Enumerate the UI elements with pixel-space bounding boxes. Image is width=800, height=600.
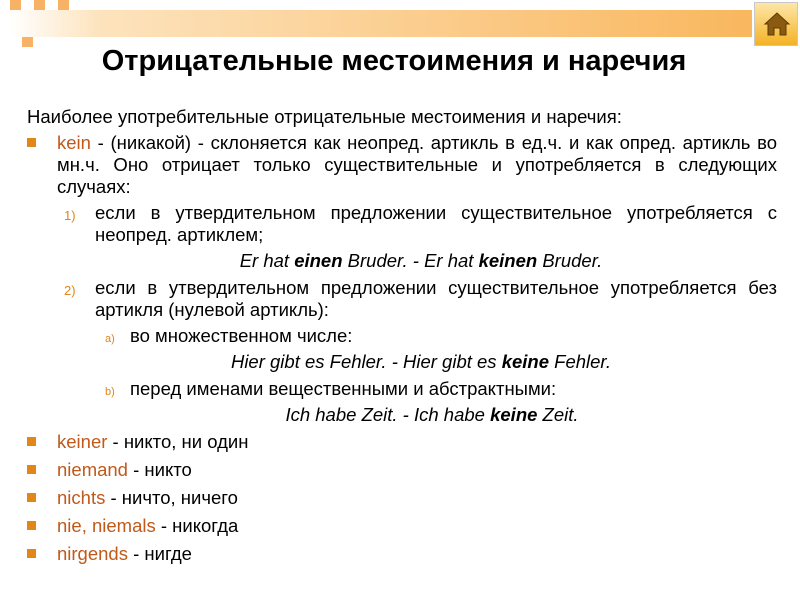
keyword: niemand xyxy=(57,459,128,480)
case-text: если в утвердительном предложении существительное употребляется с неопред. артиклем; xyxy=(95,202,777,245)
example-3 xyxy=(25,404,777,426)
example-part: Bruder. - Er hat xyxy=(342,250,479,271)
keyword: keiner xyxy=(57,431,108,452)
example-part: Hier gibt es Fehler. - Hier gibt es xyxy=(230,351,502,372)
page-title: Отрицательные местоимения и наречия xyxy=(101,45,687,77)
intro-text: Наиболее употребительные отрицательные местоимения и наречия: xyxy=(27,106,622,127)
item-text: - никто xyxy=(127,459,192,480)
slide-content xyxy=(25,106,777,571)
number-marker: 1) xyxy=(64,208,76,223)
keyword: kein xyxy=(57,132,91,153)
sub-case-text: перед именами вещественными и абстрактными: xyxy=(130,378,557,399)
list-item-nirgends xyxy=(25,543,777,565)
item-text: - нигде xyxy=(127,543,192,564)
example-2 xyxy=(25,351,777,373)
case-2 xyxy=(25,277,777,321)
item-text: - (никакой) - склоняется как неопред. артикль в ед.ч. и как опред. артикль во мн.ч. Оно отрицает только существительные и употребляется в следующих случаях: xyxy=(57,132,777,197)
list-item-nie xyxy=(25,515,777,537)
letter-marker: a) xyxy=(105,333,115,345)
list-item-kein xyxy=(25,132,777,198)
keyword: nichts xyxy=(57,487,106,508)
sub-case-b xyxy=(25,378,777,400)
sub-case-text: во множественном числе: xyxy=(130,325,353,346)
number-marker: 2) xyxy=(64,283,76,298)
header-bar xyxy=(10,10,752,37)
house-icon xyxy=(763,10,791,38)
example-part: Ich habe Zeit. - Ich habe xyxy=(285,404,491,425)
item-text: - никогда xyxy=(155,515,239,536)
list-item-nichts xyxy=(25,487,777,509)
item-text: - никто, ни один xyxy=(107,431,249,452)
example-part: Fehler. xyxy=(549,351,612,372)
example-1 xyxy=(25,250,777,272)
list-item-keiner xyxy=(25,431,777,453)
letter-marker: b) xyxy=(105,386,115,398)
case-1 xyxy=(25,202,777,246)
example-emphasis: keine xyxy=(490,404,538,425)
example-emphasis: einen xyxy=(294,250,343,271)
example-part: Bruder. xyxy=(537,250,603,271)
item-text: - ничто, ничего xyxy=(105,487,238,508)
list-item-niemand xyxy=(25,459,777,481)
example-emphasis: keine xyxy=(501,351,550,372)
example-emphasis: keinen xyxy=(478,250,538,271)
keyword: nie, niemals xyxy=(57,515,156,536)
sub-case-a xyxy=(25,325,777,347)
example-part: Zeit. xyxy=(537,404,579,425)
example-part: Er hat xyxy=(239,250,295,271)
case-text: если в утвердительном предложении существительное употребляется без артикля (нулевой артикль): xyxy=(95,277,777,320)
home-button[interactable] xyxy=(754,2,798,46)
keyword: nirgends xyxy=(57,543,128,564)
